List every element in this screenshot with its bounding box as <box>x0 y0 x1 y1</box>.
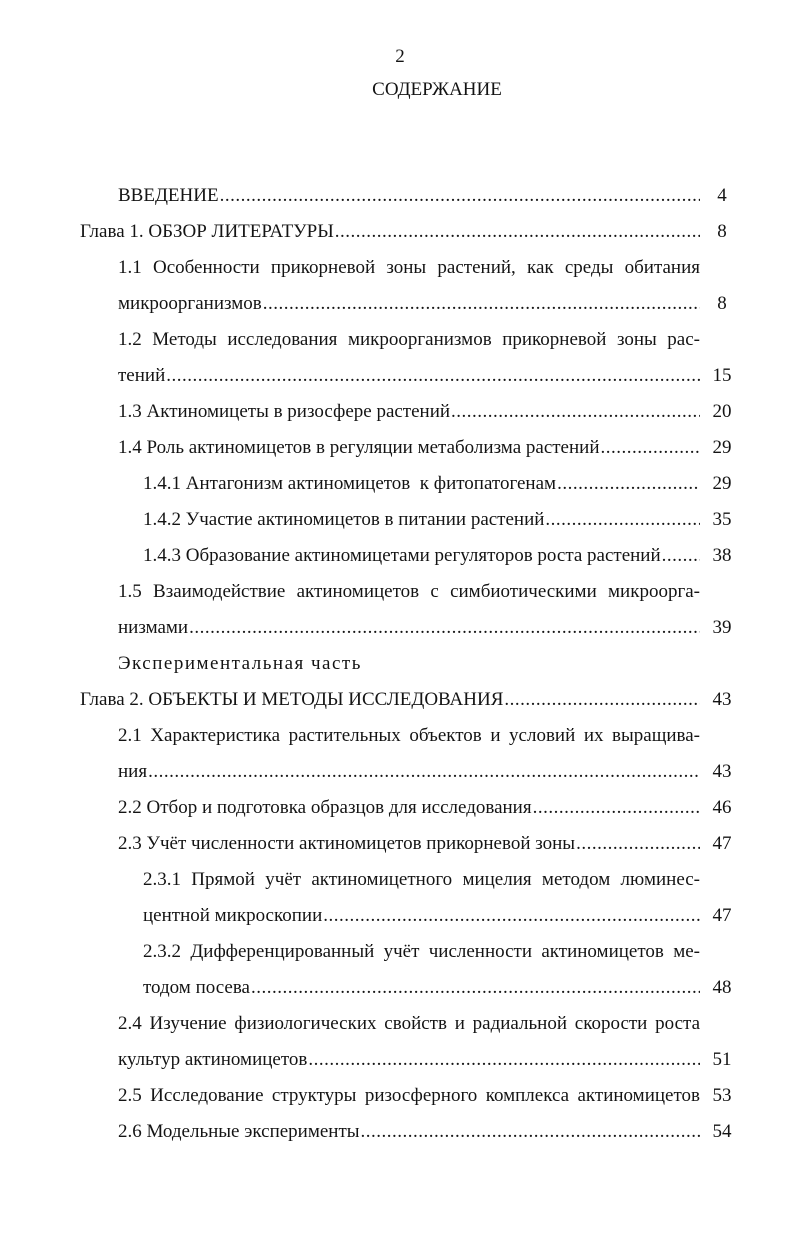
toc-entry-last-line <box>0 610 738 646</box>
toc-entry-1-4-2 <box>0 502 738 538</box>
table-of-contents <box>0 178 738 1150</box>
dot-leader <box>250 970 700 1006</box>
toc-page-number: 43 <box>712 761 732 782</box>
toc-entry-last-line <box>0 286 738 322</box>
toc-page-number: 29 <box>712 437 732 458</box>
toc-page-number: 46 <box>712 797 732 818</box>
toc-entry-text: 1.1 Особенности прикорневой зоны растений, как среды обитания <box>118 257 700 278</box>
toc-page-number: 39 <box>712 617 732 638</box>
toc-entry-1-4-1 <box>0 466 738 502</box>
toc-entry-text: 1.4.2 Участие актиномицетов в питании растений <box>143 509 545 530</box>
toc-entry-text: культур актиномицетов <box>118 1049 308 1070</box>
toc-entry-text: Глава 2. ОБЪЕКТЫ И МЕТОДЫ ИССЛЕДОВАНИЯ <box>80 689 504 710</box>
toc-page-number: 4 <box>717 185 727 206</box>
toc-page-number: 8 <box>717 221 727 242</box>
toc-entry-1-4 <box>0 430 738 466</box>
toc-page-number: 54 <box>712 1121 732 1142</box>
toc-page-number: 47 <box>712 833 732 854</box>
toc-entry-last-line <box>0 754 738 790</box>
toc-entry-text: тений <box>118 365 166 386</box>
toc-entry-text: 2.3.1 Прямой учёт актиномицетного мицелия методом люминес- <box>143 869 700 890</box>
dot-leader <box>532 790 700 826</box>
dot-leader <box>503 682 700 718</box>
toc-page-number: 43 <box>712 689 732 710</box>
toc-entry-last-line <box>0 898 738 934</box>
dot-leader <box>165 358 700 394</box>
toc-entry-text: Глава 1. ОБЗОР ЛИТЕРАТУРЫ <box>80 221 334 242</box>
toc-entry-introduction <box>0 178 738 214</box>
toc-entry-text: 1.4.3 Образование актиномицетами регуляторов роста растений <box>143 545 661 566</box>
toc-entry-1-4-3 <box>0 538 738 574</box>
dot-leader <box>360 1114 700 1150</box>
toc-section-heading: Экспериментальная часть <box>118 653 362 674</box>
toc-page-number: 47 <box>712 905 732 926</box>
toc-entry-text: 1.4.1 Антагонизм актиномицетов к фитопатогенам <box>143 473 557 494</box>
toc-entry-text: 1.5 Взаимодействие актиномицетов с симбиотическими микроорга- <box>118 581 700 602</box>
toc-entry-1-2 <box>0 322 738 394</box>
dot-leader <box>307 1042 700 1078</box>
toc-entry-text: 2.3 Учёт численности актиномицетов прикорневой зоны <box>118 833 576 854</box>
toc-entry-2-5 <box>0 1078 738 1114</box>
toc-page-number: 15 <box>712 365 732 386</box>
dot-leader <box>147 754 700 790</box>
toc-entry-last-line <box>0 1042 738 1078</box>
toc-entry-last-line <box>0 970 738 1006</box>
toc-entry-2-1 <box>0 718 738 790</box>
dot-leader <box>600 430 701 466</box>
toc-page-number: 38 <box>712 545 732 566</box>
toc-entry-text: 1.2 Методы исследования микроорганизмов прикорневой зоны рас- <box>118 329 700 350</box>
toc-entry-text: 2.3.2 Дифференцированный учёт численности актиномицетов ме- <box>143 941 700 962</box>
dot-leader <box>575 826 700 862</box>
toc-entry-text: ния <box>118 761 148 782</box>
page-number: 2 <box>395 46 405 67</box>
toc-entry-text: центной микроскопии <box>143 905 323 926</box>
dot-leader <box>322 898 700 934</box>
page-title: СОДЕРЖАНИЕ <box>372 79 502 100</box>
toc-entry-1-1 <box>0 250 738 322</box>
dot-leader <box>188 610 700 646</box>
toc-entry-text: 1.3 Актиномицеты в ризосфере растений <box>118 401 451 422</box>
toc-entry-text: 1.4 Роль актиномицетов в регуляции метаболизма растений <box>118 437 600 458</box>
toc-entry-1-5 <box>0 574 738 646</box>
dot-leader <box>544 502 700 538</box>
toc-entry-text: 2.4 Изучение физиологических свойств и радиальной скорости роста <box>118 1013 700 1034</box>
toc-entry-2-2 <box>0 790 738 826</box>
toc-entry-text: тодом посева <box>143 977 250 998</box>
toc-entry-text: ВВЕДЕНИЕ <box>118 185 219 206</box>
toc-entry-chapter-1 <box>0 214 738 250</box>
toc-entry-text: 2.1 Характеристика растительных объектов и условий их выращива- <box>118 725 700 746</box>
toc-page-number: 48 <box>712 977 732 998</box>
toc-entry-2-3-2 <box>0 934 738 1006</box>
toc-page-number: 20 <box>712 401 732 422</box>
toc-entry-text: 2.5 Исследование структуры ризосферного комплекса актиномицетов <box>118 1085 700 1106</box>
toc-entry-2-3-1 <box>0 862 738 934</box>
toc-entry-chapter-2 <box>0 682 738 718</box>
toc-entry-2-4 <box>0 1006 738 1078</box>
toc-entry-2-3 <box>0 826 738 862</box>
toc-page-number: 53 <box>712 1085 732 1106</box>
toc-entry-last-line <box>0 358 738 394</box>
dot-leader <box>334 214 700 250</box>
toc-entry-text: 2.2 Отбор и подготовка образцов для исследования <box>118 797 532 818</box>
dot-leader <box>556 466 700 502</box>
toc-page-number: 51 <box>712 1049 732 1070</box>
dot-leader <box>219 178 700 214</box>
dot-leader <box>450 394 700 430</box>
toc-page-number: 35 <box>712 509 732 530</box>
toc-entry-1-3 <box>0 394 738 430</box>
dot-leader <box>661 538 700 574</box>
toc-page-number: 29 <box>712 473 732 494</box>
toc-page-number: 8 <box>717 293 727 314</box>
toc-entry-text: низмами <box>118 617 189 638</box>
dot-leader <box>262 286 700 322</box>
toc-entry-text: 2.6 Модельные эксперименты <box>118 1121 360 1142</box>
toc-entry-text: микроорганизмов <box>118 293 262 314</box>
toc-entry-2-6 <box>0 1114 738 1150</box>
